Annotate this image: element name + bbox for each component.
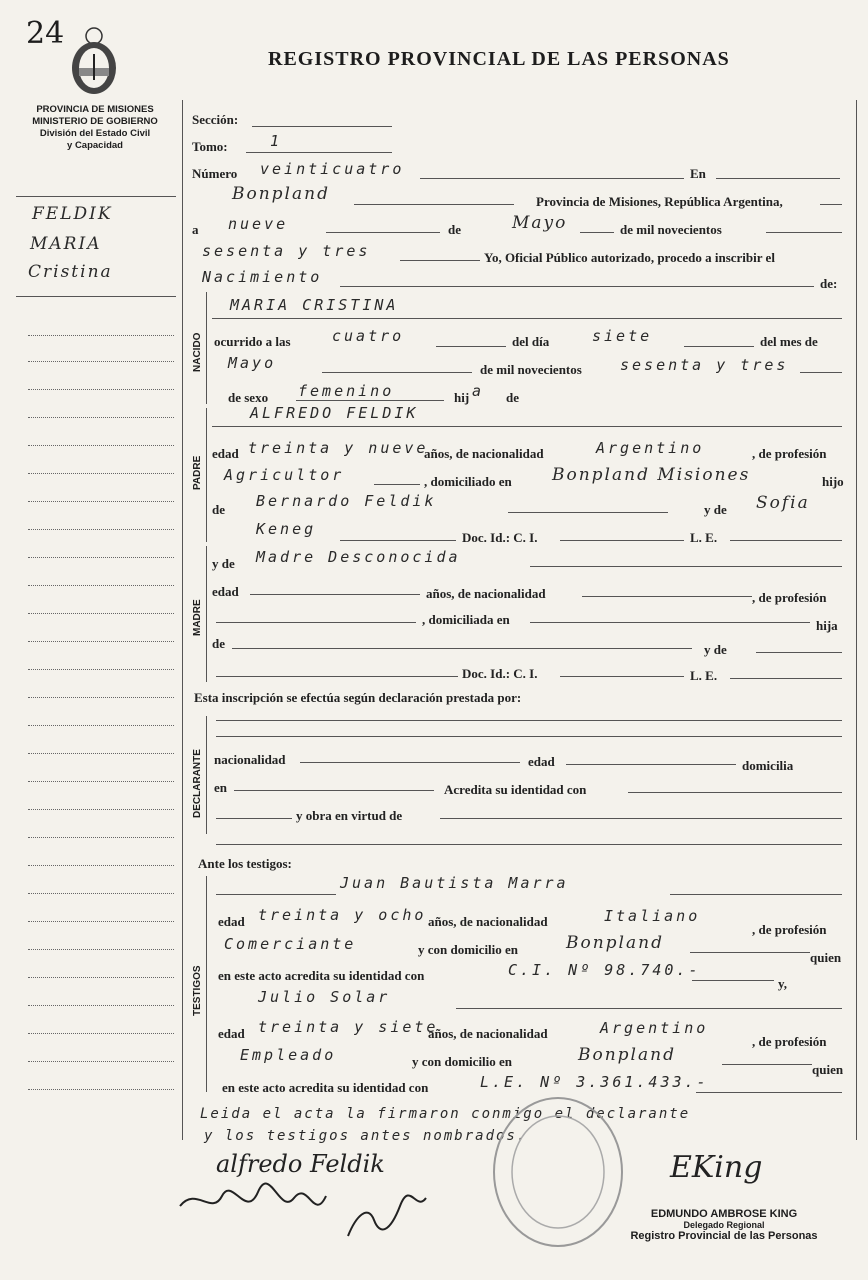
padre-doc-label: Doc. Id.: C. I. [462, 530, 538, 545]
issuer-line: PROVINCIA DE MISIONES [36, 104, 154, 115]
anio-inscripcion-value: sesenta y tres [202, 242, 371, 260]
lugar-line [354, 204, 514, 205]
margin-dotted-line [28, 613, 174, 614]
stamp-block [624, 1208, 824, 1242]
margin-dotted-line [28, 1089, 174, 1090]
margin-rule [16, 196, 176, 197]
provincia-line [820, 204, 842, 205]
margin-dotted-line [28, 921, 174, 922]
tomo-label: Tomo: [192, 139, 228, 154]
tomo-line [246, 152, 392, 153]
oficial-label: Yo, Oficial Público autorizado, procedo a inscribir el [484, 250, 775, 265]
testigo1-domicilio-label: y con domicilio en [418, 942, 519, 957]
acredita-label: Acredita su identidad con [444, 782, 587, 797]
dia-inscripcion-line [326, 232, 440, 233]
mes-nacimiento-line [322, 372, 472, 373]
abuela-value: Sofia [756, 493, 810, 513]
testigo2-nacionalidad-label: años, de nacionalidad [428, 1026, 548, 1041]
coat-of-arms-seal [68, 24, 120, 96]
testigo2-edad-value: treinta y siete [258, 1018, 439, 1036]
testigo2-profesion-value: Empleado [240, 1046, 337, 1064]
abuela-apellido-value: Keneg [256, 520, 317, 538]
sexo-line [296, 400, 444, 401]
declarante-nacionalidad-line [300, 762, 520, 763]
madre-doc-label: Doc. Id.: C. I. [462, 666, 538, 681]
margin-name-line: Cristina [28, 262, 113, 282]
madre-nacionalidad-label: años, de nacionalidad [426, 586, 546, 601]
testigo1-nacionalidad-value: Italiano [604, 907, 701, 925]
column-divider [182, 100, 183, 1140]
margin-dotted-line [28, 557, 174, 558]
numero-label: Número [192, 166, 238, 181]
margin-dotted-line [28, 949, 174, 950]
madre-abuela2-line [216, 676, 458, 677]
margin-dotted-line [28, 1033, 174, 1034]
declarante-en-line [234, 790, 434, 791]
testigo1-documento-value: C.I. Nº 98.740.- [508, 961, 701, 979]
testigo1-profesion-value: Comerciante [224, 935, 357, 953]
madre-abuelo-label: de [212, 636, 225, 651]
numero-line [420, 178, 684, 179]
padre-le-line [730, 540, 842, 541]
nombre-line [212, 318, 842, 319]
margin-dotted-line [28, 445, 174, 446]
sexo-value: femenino [298, 382, 395, 400]
mes-nacimiento-value: Mayo [228, 354, 277, 372]
testigo1-y-label: y, [778, 976, 788, 991]
de-label: de [448, 222, 461, 237]
testigo1-nombre-line [216, 894, 336, 895]
testigo2-profesion-label: , de profesión [752, 1034, 827, 1049]
margin-dotted-line [28, 1061, 174, 1062]
margin-rule [16, 296, 176, 297]
abuela-line [340, 540, 456, 541]
de-colon-label: de: [820, 276, 838, 291]
testigo1-nombre-line2 [670, 894, 842, 895]
madre-domicilio-line [530, 622, 810, 623]
testigo1-quien-label: quien [810, 950, 842, 965]
declarante-extra-line [216, 844, 842, 845]
padre-profesion-label: , de profesión [752, 446, 827, 461]
mil-novecientos-line [766, 232, 842, 233]
madre-profesion-label: , de profesión [752, 590, 827, 605]
testigo1-nacionalidad-label: años, de nacionalidad [428, 914, 548, 929]
abuelo-de-label: de [212, 502, 225, 517]
testigo1-edad-value: treinta y ocho [258, 906, 427, 924]
declarante-edad-label: edad [528, 754, 555, 769]
signature-king: EKing [670, 1150, 763, 1185]
tomo-value: 1 [270, 132, 283, 150]
margin-dotted-line [28, 335, 174, 336]
inscripcion-line [216, 736, 842, 737]
section-bracket [206, 876, 207, 1092]
right-border [856, 100, 857, 1140]
official-seal [488, 1092, 628, 1252]
sexo-label: de sexo [228, 390, 269, 405]
mil-novecientos-label: de mil novecientos [620, 222, 722, 237]
padre-nacionalidad-value: Argentino [596, 439, 705, 457]
margin-dotted-line [28, 389, 174, 390]
provincia-label: Provincia de Misiones, República Argentina, [536, 194, 783, 209]
margin-dotted-line [28, 641, 174, 642]
obra-prefix-line [216, 818, 292, 819]
padre-profesion-value: Agricultor [224, 466, 345, 484]
dia-inscripcion-value: nueve [228, 215, 289, 233]
testigos-section-label: TESTIGOS [192, 965, 203, 1016]
issuer-line: MINISTERIO DE GOBIERNO [32, 116, 158, 127]
declarante-domicilia-label: domicilia [742, 758, 794, 773]
margin-dotted-line [28, 809, 174, 810]
del-dia-label: del día [512, 334, 550, 349]
testigo2-acredita-label: en este acto acredita su identidad con [222, 1080, 429, 1095]
section-bracket [206, 292, 207, 404]
acto-line [340, 286, 814, 287]
hijo-label: hijo [822, 474, 844, 489]
hora-line [436, 346, 506, 347]
seccion-line [252, 126, 392, 127]
margin-dotted-line [28, 753, 174, 754]
obra-line [440, 818, 842, 819]
de-padres-label: de [506, 390, 519, 405]
hora-value: cuatro [332, 327, 405, 345]
testigo1-nombre-value: Juan Bautista Marra [340, 874, 569, 892]
hij-suffix-value: a [472, 382, 485, 400]
margin-dotted-line [28, 893, 174, 894]
margin-dotted-line [28, 501, 174, 502]
testigo2-documento-value: L.E. Nº 3.361.433.- [480, 1073, 709, 1091]
abuelo-value: Bernardo Feldik [256, 492, 437, 510]
acredita-line [628, 792, 842, 793]
madre-profesion-line [216, 622, 416, 623]
margin-dotted-line [28, 977, 174, 978]
seccion-label: Sección: [192, 112, 239, 127]
declarante-section-label: DECLARANTE [192, 749, 203, 818]
testigo2-domicilio-label: y con domicilio en [412, 1054, 513, 1069]
anio-nacimiento-value: sesenta y tres [620, 356, 789, 374]
declarante-nacionalidad-label: nacionalidad [214, 752, 286, 767]
page-number: 24 [26, 16, 65, 51]
mes-inscripcion-line [580, 232, 614, 233]
del-mes-label: del mes de [760, 334, 818, 349]
issuer-block [10, 104, 180, 152]
margin-name-line: MARIA [30, 234, 102, 254]
closing-line-2: y los testigos antes nombrados. [204, 1128, 528, 1144]
anio-nacimiento-line [800, 372, 842, 373]
margin-dotted-line [28, 725, 174, 726]
madre-edad-label: edad [212, 584, 239, 599]
margin-dotted-line [28, 361, 174, 362]
madre-nacionalidad-line [582, 596, 752, 597]
padre-le-label: L. E. [690, 530, 718, 545]
inscripcion-line [216, 720, 842, 721]
margin-dotted-line [28, 837, 174, 838]
padre-nombre-line [212, 426, 842, 427]
madre-yde-label: y de [212, 556, 235, 571]
en-line [716, 178, 840, 179]
section-bracket [206, 546, 207, 682]
madre-le-label: L. E. [690, 668, 718, 683]
margin-dotted-line [28, 865, 174, 866]
testigo1-domicilio-line [690, 952, 810, 953]
ocurrido-label: ocurrido a las [214, 334, 291, 349]
nacido-section-label: NACIDO [192, 332, 203, 372]
dia-nacimiento-line [684, 346, 754, 347]
issuer-line: División del Estado Civil [39, 128, 151, 139]
madre-abuelo-line [232, 648, 692, 649]
padre-edad-value: treinta y nueve [248, 439, 429, 457]
margin-dotted-line [28, 473, 174, 474]
madre-le-line [730, 678, 842, 679]
testigo1-profesion-label: , de profesión [752, 922, 827, 937]
padre-profesion-line [374, 484, 420, 485]
a-label: a [192, 222, 199, 237]
margin-name-line: FELDIK [32, 204, 113, 224]
hija-label: hija [816, 618, 838, 633]
margin-dotted-line [28, 697, 174, 698]
declarante-edad-line [566, 764, 736, 765]
inscripcion-label: Esta inscripción se efectúa según declaración prestada por: [194, 690, 522, 705]
signature-alfredo: alfredo Feldik [216, 1150, 385, 1178]
margin-dotted-line [28, 669, 174, 670]
lugar-value: Bonpland [232, 184, 330, 204]
testigo2-documento-line [696, 1092, 842, 1093]
y-de-label: y de [704, 502, 727, 517]
abuelo-line [508, 512, 668, 513]
testigo2-domicilio-line [722, 1064, 812, 1065]
padre-nombre-value: ALFREDO FELDIK [250, 404, 419, 422]
madre-line [530, 566, 842, 567]
padre-domicilio-value: Bonpland Misiones [552, 465, 751, 485]
padre-nacionalidad-label: años, de nacionalidad [424, 446, 544, 461]
testigo2-nacionalidad-value: Argentino [600, 1019, 709, 1037]
section-bracket [206, 408, 207, 542]
stamp-name: EDMUNDO AMBROSE KING [650, 1208, 798, 1220]
testigo2-nombre-line [456, 1008, 842, 1009]
anio-inscripcion-line [400, 260, 480, 261]
stamp-office: Registro Provincial de las Personas [630, 1230, 818, 1242]
padre-ci-line [560, 540, 684, 541]
margin-dotted-line [28, 781, 174, 782]
margin-dotted-line [28, 1005, 174, 1006]
mes-inscripcion-value: Mayo [512, 213, 568, 233]
signature-scribble [176, 1176, 446, 1246]
padre-section-label: PADRE [192, 455, 203, 490]
margin-dotted-line [28, 529, 174, 530]
closing-line-1: Leida el acta la firmaron conmigo el declarante [200, 1106, 691, 1122]
issuer-line: y Capacidad [67, 140, 123, 151]
margin-dotted-line [28, 417, 174, 418]
section-bracket [206, 716, 207, 834]
testigo1-documento-line [692, 980, 774, 981]
margin-dotted-line [28, 585, 174, 586]
nombre-nacido-value: MARIA CRISTINA [230, 296, 399, 314]
padre-domicilio-label: , domiciliado en [424, 474, 512, 489]
madre-domicilio-label: , domiciliada en [422, 612, 510, 627]
madre-abuela-line [756, 652, 842, 653]
document-title: REGISTRO PROVINCIAL DE LAS PERSONAS [268, 48, 730, 70]
declarante-en-label: en [214, 780, 227, 795]
madre-edad-line [250, 594, 420, 595]
madre-ci-line [560, 676, 684, 677]
numero-value: veinticuatro [260, 160, 405, 178]
obra-label: y obra en virtud de [296, 808, 403, 823]
madre-y-de-label: y de [704, 642, 727, 657]
testigo2-domicilio-value: Bonpland [578, 1045, 676, 1065]
dia-nacimiento-value: siete [592, 327, 653, 345]
madre-section-label: MADRE [192, 599, 203, 636]
testigo2-edad-label: edad [218, 1026, 245, 1041]
testigo1-domicilio-value: Bonpland [566, 933, 664, 953]
testigo1-acredita-label: en este acto acredita su identidad con [218, 968, 425, 983]
acto-value: Nacimiento [202, 268, 323, 286]
madre-value: Madre Desconocida [256, 548, 461, 566]
testigo2-nombre-value: Julio Solar [258, 988, 391, 1006]
mil-novecientos-nac-label: de mil novecientos [480, 362, 582, 377]
hij-label: hij [454, 390, 470, 405]
padre-edad-label: edad [212, 446, 239, 461]
testigo2-quien-label: quien [812, 1062, 844, 1077]
stamp-role: Delegado Regional [683, 1220, 765, 1230]
testigos-label: Ante los testigos: [198, 856, 292, 871]
testigo1-edad-label: edad [218, 914, 245, 929]
en-label: En [690, 166, 706, 181]
